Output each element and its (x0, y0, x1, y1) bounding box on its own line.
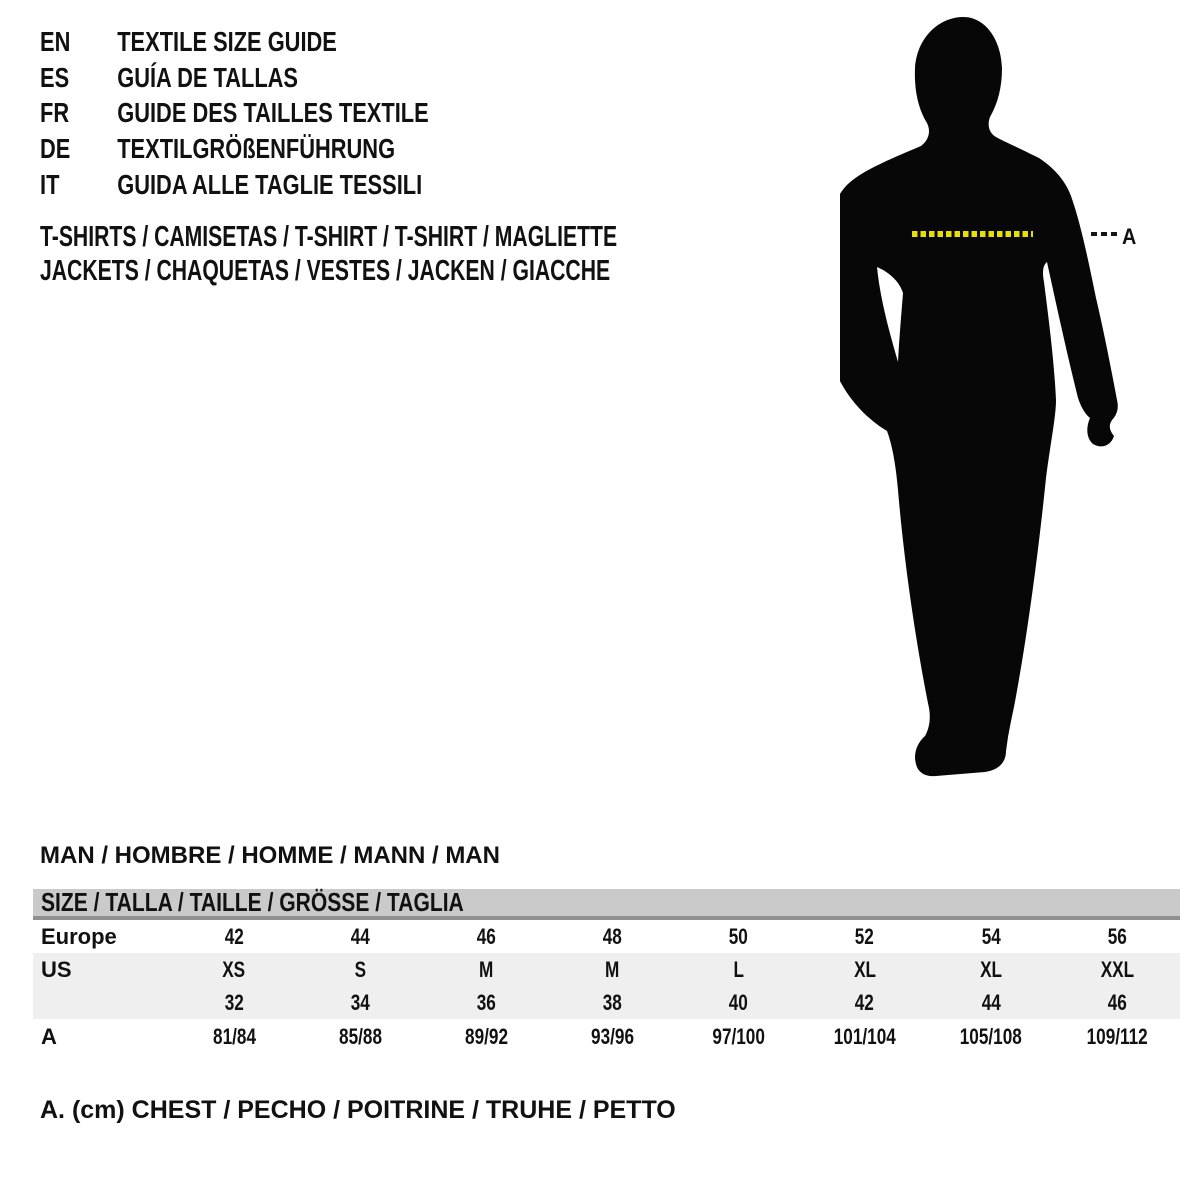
language-title: GUÍA DE TALLAS (117, 61, 298, 93)
size-cell: S (354, 956, 366, 982)
size-cell: XXL (1100, 956, 1134, 982)
language-title: TEXTILE SIZE GUIDE (117, 25, 337, 57)
size-cell: 36 (476, 989, 496, 1015)
size-table (33, 889, 1180, 1055)
size-cell: 50 (729, 923, 749, 949)
size-cell: 81/84 (212, 1024, 256, 1049)
language-code: ES (40, 61, 70, 93)
size-cell: 42 (855, 989, 875, 1015)
size-cell: 109/112 (1086, 1024, 1148, 1049)
size-cell: 46 (476, 923, 496, 949)
row-label: Europe (41, 923, 117, 949)
size-cell: 42 (224, 923, 244, 949)
section-title-man: MAN / HOMBRE / HOMME / MANN / MAN (40, 842, 500, 869)
size-cell: 93/96 (590, 1024, 634, 1049)
chest-measure-dotted-line (912, 231, 1033, 237)
size-cell: 38 (602, 989, 622, 1015)
size-cell: 44 (350, 923, 370, 949)
size-cell: XL (853, 956, 876, 982)
measure-label-a: A (1122, 224, 1137, 249)
size-cell: 48 (602, 923, 622, 949)
size-cell: 85/88 (338, 1024, 382, 1049)
size-cell: 105/108 (959, 1024, 1022, 1049)
row-label: A (41, 1024, 57, 1049)
category-line-tshirts: T-SHIRTS / CAMISETAS / T-SHIRT / T-SHIRT / MAGLIETTE (40, 221, 618, 254)
language-row (40, 24, 538, 60)
size-cell: 46 (1107, 989, 1127, 1015)
table-row-chest (33, 1019, 1180, 1055)
size-cell: M (479, 956, 494, 982)
size-cell: 52 (855, 923, 875, 949)
size-cell: 101/104 (833, 1024, 896, 1049)
measure-connector-dashes (1091, 232, 1119, 236)
table-row-numeric (33, 986, 1180, 1019)
table-row-us (33, 953, 1180, 986)
size-cell: M (605, 956, 620, 982)
category-list (40, 221, 831, 288)
size-cell: 40 (729, 989, 749, 1015)
language-code: DE (40, 133, 71, 165)
language-legend (40, 24, 538, 203)
size-cell: L (733, 956, 744, 982)
language-row (40, 131, 538, 167)
size-cell: 97/100 (712, 1024, 765, 1049)
size-cell: 56 (1107, 923, 1127, 949)
row-label: US (41, 956, 72, 982)
category-line-jackets: JACKETS / CHAQUETAS / VESTES / JACKEN / GIACCHE (40, 254, 611, 287)
language-title: GUIDE DES TAILLES TEXTILE (117, 97, 429, 129)
man-silhouette-body (840, 17, 1118, 776)
size-cell: 89/92 (464, 1024, 508, 1049)
language-row (40, 60, 538, 96)
language-title: GUIDA ALLE TAGLIE TESSILI (117, 169, 423, 201)
size-cell: 44 (981, 989, 1001, 1015)
table-row-europe (33, 920, 1180, 953)
language-row (40, 96, 538, 132)
language-code: FR (40, 97, 70, 129)
man-silhouette (840, 10, 1140, 785)
measure-footnote: A. (cm) CHEST / PECHO / POITRINE / TRUHE / PETTO (40, 1096, 676, 1124)
language-title: TEXTILGRÖßENFÜHRUNG (117, 133, 396, 165)
size-table-header: SIZE / TALLA / TAILLE / GRÖSSE / TAGLIA (33, 889, 1180, 920)
size-cell: 54 (981, 923, 1001, 949)
size-cell: 34 (350, 989, 370, 1015)
language-code: EN (40, 25, 71, 57)
size-cell: XL (979, 956, 1002, 982)
language-row (40, 167, 538, 203)
language-code: IT (40, 169, 60, 201)
size-cell: XS (222, 956, 246, 982)
size-cell: 32 (224, 989, 244, 1015)
